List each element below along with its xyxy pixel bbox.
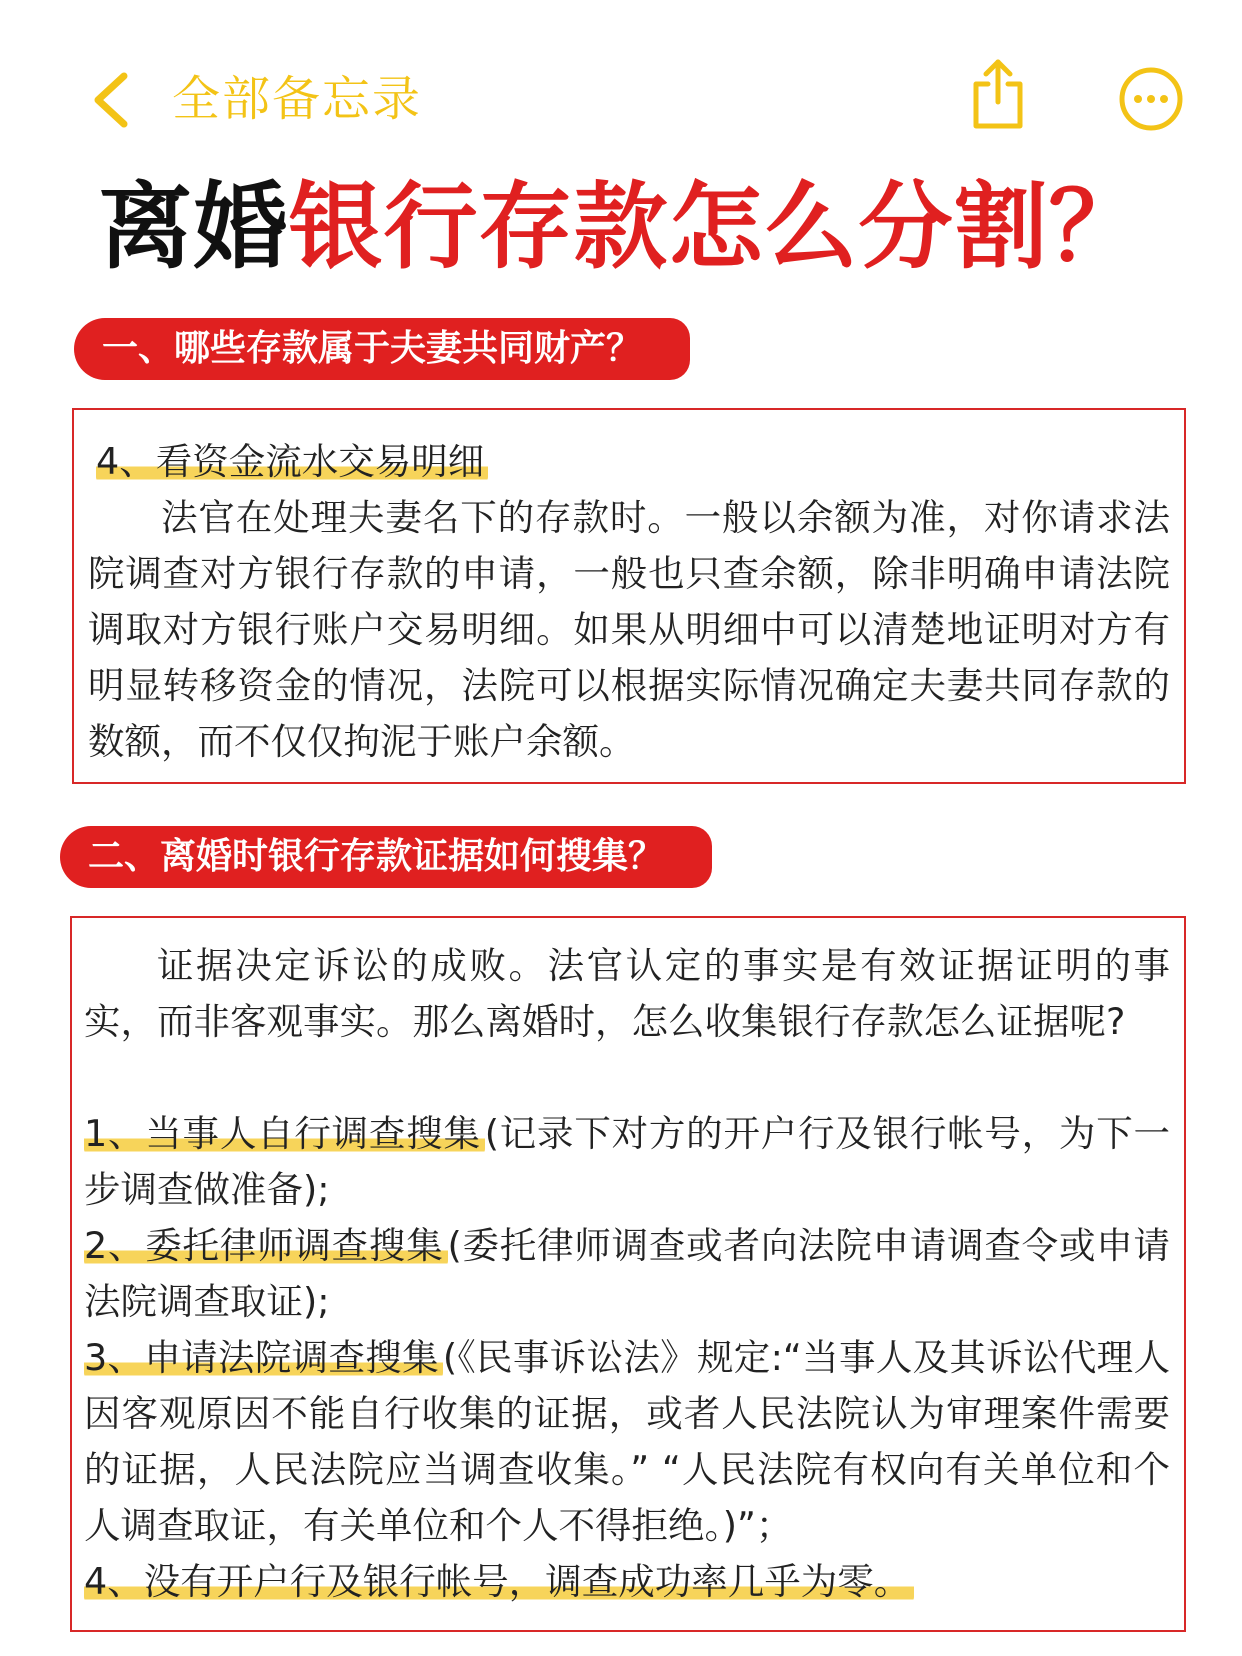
list-item-1 — [84, 1106, 1170, 1218]
list-item-4 — [84, 1554, 1170, 1610]
list-item-1-text: (记录下对方的开户行及银行帐号，为下一步调查做准备); — [84, 1112, 1170, 1211]
list-item-1-highlight: 1、当事人自行调查搜集 — [84, 1112, 485, 1155]
list-item-4-highlight: 4、没有开户行及银行帐号，调查成功率几乎为零。 — [84, 1560, 914, 1603]
headline-black-part: 离婚 — [98, 173, 289, 282]
headline-red-part: 银行存款怎么分割？ — [288, 173, 1144, 282]
section-1-box — [72, 408, 1186, 784]
section-1-subheading-highlight: 4、看资金流水交易明细 — [96, 440, 488, 483]
share-icon — [966, 56, 1030, 132]
chevron-left-icon — [88, 70, 144, 130]
section-2-box — [70, 916, 1186, 1632]
list-item-3 — [84, 1330, 1170, 1554]
list-item-2-highlight: 2、委托律师调查搜集 — [84, 1224, 448, 1267]
nav-title-all-notes[interactable]: 全部备忘录 — [172, 71, 423, 127]
page-title — [0, 168, 1242, 288]
section-1-subheading — [96, 434, 488, 490]
share-button[interactable] — [966, 56, 1030, 132]
section-2-heading: 二、离婚时银行存款证据如何搜集？ — [60, 826, 712, 888]
list-item-3-text: (《民事诉讼法》规定:“当事人及其诉讼代理人因客观原因不能自行收集的证据，或者人民法院认为审理案件需要的证据，人民法院应当调查收集。” “人民法院有权向有关单位和个人调查取证，有关单位和个人不得拒绝。)”； — [84, 1336, 1170, 1547]
list-item-3-highlight: 3、申请法院调查搜集 — [84, 1336, 443, 1379]
more-button[interactable] — [1118, 66, 1184, 132]
section-1-paragraph: 法官在处理夫妻名下的存款时。一般以余额为准，对你请求法院调查对方银行存款的申请，一般也只查余额，除非明确申请法院调取对方银行账户交易明细。如果从明细中可以清楚地证明对方有明显转移资金的情况，法院可以根据实际情况确定夫妻共同存款的数额，而不仅仅拘泥于账户余额。 — [88, 496, 1170, 763]
list-item-2-text: (委托律师调查或者向法院申请调查令或申请法院调查取证); — [84, 1224, 1170, 1323]
section-2-intro: 证据决定诉讼的成败。法官认定的事实是有效证据证明的事实，而非客观事实。那么离婚时，怎么收集银行存款怎么证据呢? — [84, 944, 1170, 1043]
back-button[interactable] — [88, 70, 144, 130]
list-item-2 — [84, 1218, 1170, 1330]
section-1-heading: 一、哪些存款属于夫妻共同财产？ — [74, 318, 690, 380]
more-icon — [1118, 66, 1184, 132]
